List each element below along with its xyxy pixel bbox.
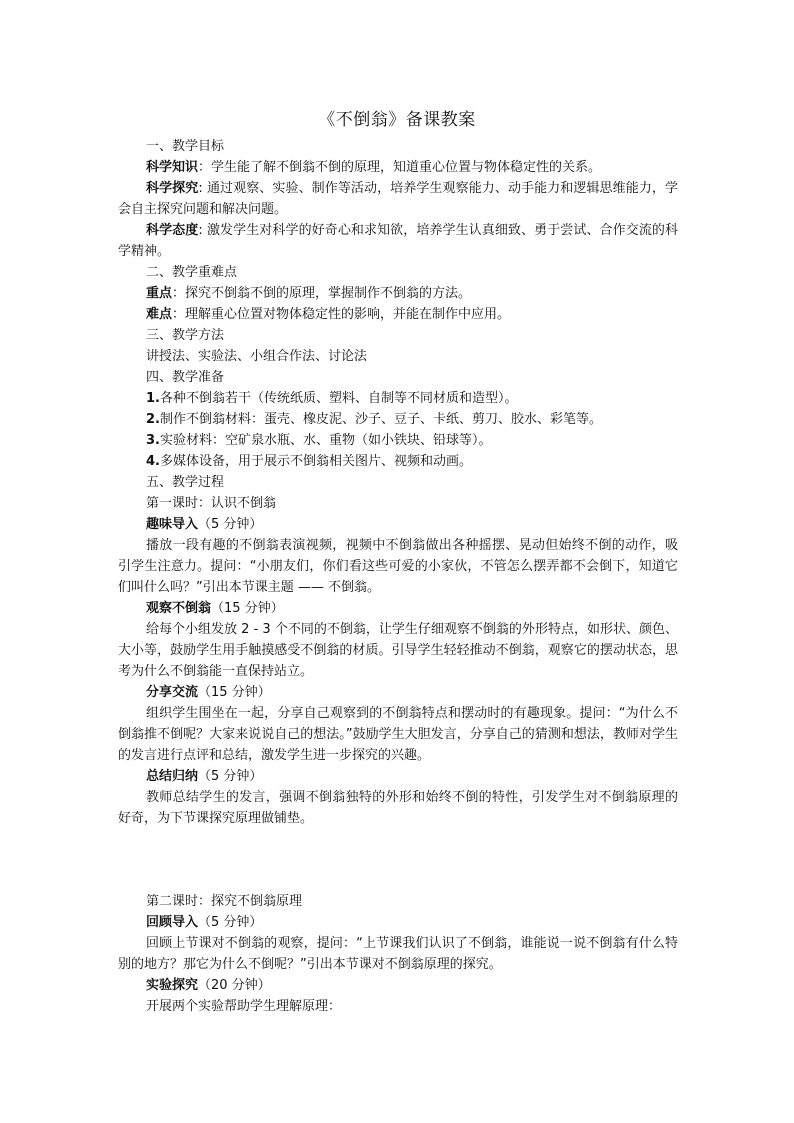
text-difficult: ：理解重心位置对物体稳定性的影响，并能在制作中应用。 <box>172 307 511 322</box>
label-difficult: 难点 <box>146 307 173 322</box>
text-inquiry: : 通过观察、实验、制作等活动，培养学生观察能力、动手能力和逻辑思维能力，学会自主探究问题和解决问题。 <box>118 181 678 217</box>
list-item-text: 各种不倒翁若干（传统纸质、塑料、自制等不同材质和造型）。 <box>159 391 518 406</box>
list-item-number: 4. <box>146 454 160 469</box>
section-heading-process: 五、教学过程 <box>146 475 225 490</box>
label-summary: 总结归纳 <box>146 769 199 784</box>
lesson-two-heading: 第二课时：探究不倒翁原理 <box>146 894 303 909</box>
time-review: （5 分钟） <box>198 915 263 930</box>
subheading-experiment <box>118 975 678 996</box>
page-title: 《不倒翁》备课教案 <box>318 110 476 130</box>
section-heading-key-points: 二、教学重难点 <box>146 265 238 280</box>
document-body <box>118 136 678 1017</box>
paragraph-knowledge <box>118 157 678 178</box>
paragraph-key <box>118 283 678 304</box>
label-attitude: 科学态度 <box>146 223 199 238</box>
paragraph-difficult <box>118 304 678 325</box>
list-item <box>118 430 678 451</box>
label-key: 重点 <box>146 286 173 301</box>
time-experiment: （20 分钟） <box>198 978 271 993</box>
section-heading-methods: 三、教学方法 <box>146 328 225 343</box>
list-item <box>118 409 678 430</box>
subheading-observe <box>118 598 678 619</box>
label-experiment: 实验探究 <box>146 978 199 993</box>
paragraph-review: 回顾上节课对不倒翁的观察，提问：“上节课我们认识了不倒翁，谁能说一说不倒翁有什么特别的地方？那它为什么不倒呢？”引出本节课对不倒翁原理的探究。 <box>118 936 678 972</box>
list-item-text: 实验材料：空矿泉水瓶、水、重物（如小铁块、铅球等）。 <box>159 433 492 448</box>
section-heading-objectives: 一、教学目标 <box>146 139 225 154</box>
paragraph-attitude <box>118 220 678 262</box>
time-observe: （15 分钟） <box>211 601 284 616</box>
time-share: （15 分钟） <box>198 685 271 700</box>
paragraph-intro: 播放一段有趣的不倒翁表演视频，视频中不倒翁做出各种摇摆、晃动但始终不倒的动作，吸引学生注意力。提问：“小朋友们，你们看这些可爱的小家伙，不管怎么摆弄都不会倒下，知道它们叫什么吗？”引出本节课主题 —— 不倒翁。 <box>118 538 678 595</box>
label-intro: 趣味导入 <box>146 517 199 532</box>
label-inquiry: 科学探究 <box>146 181 199 196</box>
subheading-review <box>118 912 678 933</box>
section-heading-preparation: 四、教学准备 <box>146 370 225 385</box>
list-item-number: 2. <box>146 412 160 427</box>
paragraph-experiment: 开展两个实验帮助学生理解原理： <box>146 999 342 1014</box>
label-observe: 观察不倒翁 <box>146 601 212 616</box>
list-item-text: 制作不倒翁材料：蛋壳、橡皮泥、沙子、豆子、卡纸、剪刀、胶水、彩笔等。 <box>159 412 602 427</box>
text-attitude: : 激发学生对科学的好奇心和求知欲，培养学生认真细致、勇于尝试、合作交流的科学精神。 <box>118 223 678 259</box>
paragraph-share: 组织学生围坐在一起，分享自己观察到的不倒翁特点和摆动时的有趣现象。提问：“为什么不倒翁推不倒呢？大家来说说自己的想法。”鼓励学生大胆发言，分享自己的猜测和想法，教师对学生的发言进行点评和总结，激发学生进一步探究的兴趣。 <box>118 706 678 763</box>
subheading-share <box>118 682 678 703</box>
paragraph-summary: 教师总结学生的发言，强调不倒翁独特的外形和始终不倒的特性，引发学生对不倒翁原理的好奇，为下节课探究原理做铺垫。 <box>118 790 678 826</box>
time-intro: （5 分钟） <box>198 517 263 532</box>
list-item-number: 1. <box>146 391 160 406</box>
lesson-one-heading: 第一课时：认识不倒翁 <box>146 496 277 511</box>
label-knowledge: 科学知识 <box>146 160 199 175</box>
subheading-intro <box>118 514 678 535</box>
text-key: ：探究不倒翁不倒的原理，掌握制作不倒翁的方法。 <box>172 286 472 301</box>
paragraph-methods: 讲授法、实验法、小组合作法、讨论法 <box>146 349 368 364</box>
label-review: 回顾导入 <box>146 915 199 930</box>
label-share: 分享交流 <box>146 685 199 700</box>
list-item-number: 3. <box>146 433 160 448</box>
paragraph-observe: 给每个小组发放 2 - 3 个不同的不倒翁，让学生仔细观察不倒翁的外形特点，如形状、颜色、大小等，鼓励学生用手触摸感受不倒翁的材质。引导学生轻轻推动不倒翁，观察它的摆动状态，思考为什么不倒翁能一直保持站立。 <box>118 622 678 679</box>
list-item <box>118 388 678 409</box>
section-spacer <box>118 829 678 891</box>
paragraph-inquiry <box>118 178 678 220</box>
text-knowledge: ：学生能了解不倒翁不倒的原理，知道重心位置与物体稳定性的关系。 <box>198 160 602 175</box>
time-summary: （5 分钟） <box>198 769 263 784</box>
subheading-summary <box>118 766 678 787</box>
list-item-text: 多媒体设备，用于展示不倒翁相关图片、视频和动画。 <box>159 454 472 469</box>
list-item <box>118 451 678 472</box>
